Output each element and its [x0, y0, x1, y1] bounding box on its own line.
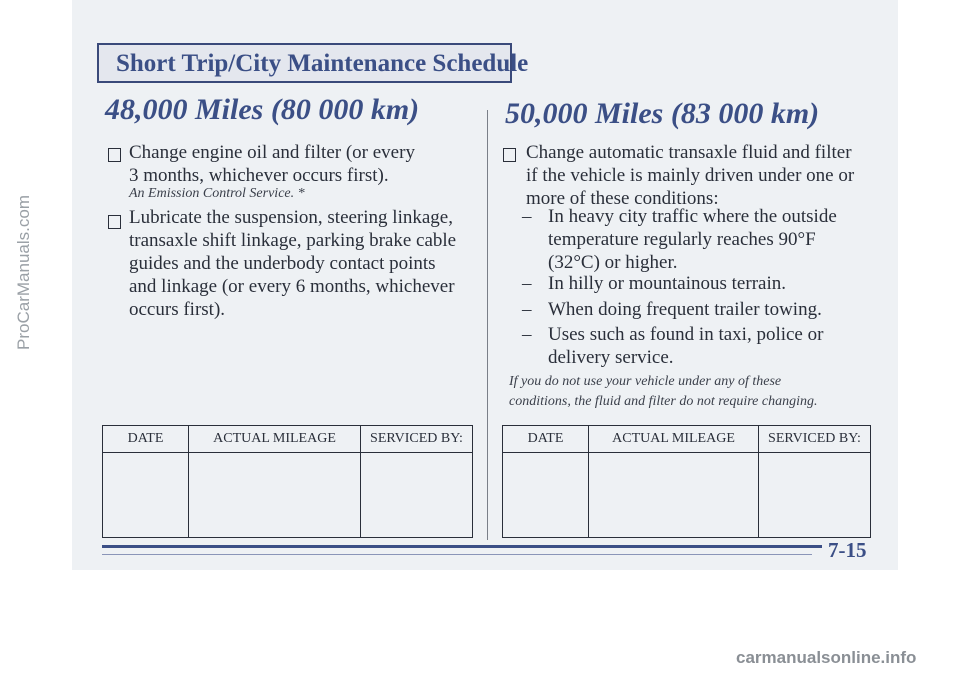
condition-line: In hilly or mountainous terrain. — [548, 273, 786, 294]
date-column-header: DATE — [503, 426, 589, 453]
checkbox-icon[interactable] — [108, 148, 121, 162]
item-line: 3 months, whichever occurs first). — [129, 165, 389, 186]
condition-line: (32°C) or higher. — [548, 252, 678, 273]
footer-rule — [102, 545, 822, 548]
right-service-log-table — [502, 425, 871, 538]
item-line: occurs first). — [129, 299, 226, 320]
condition-item — [522, 272, 786, 295]
left-column-heading: 48,000 Miles (80 000 km) — [105, 93, 420, 126]
section-title: Short Trip/City Maintenance Schedule — [116, 50, 529, 77]
item-line: and linkage (or every 6 months, whichever — [129, 276, 455, 297]
left-service-log-table — [102, 425, 473, 538]
side-watermark: ProCarManuals.com — [14, 195, 33, 350]
item-line: guides and the underbody contact points — [129, 253, 436, 274]
note-line: conditions, the fluid and filter do not require changing. — [509, 394, 818, 409]
serviced-by-column-header: SERVICED BY: — [361, 426, 473, 453]
condition-item — [522, 323, 824, 369]
dash-bullet: – — [522, 324, 532, 345]
item-line: more of these conditions: — [526, 188, 719, 209]
right-item-transaxle — [526, 141, 854, 210]
serviced-by-cell[interactable] — [361, 453, 473, 538]
left-item-oil-change — [129, 141, 415, 187]
mileage-column-header: ACTUAL MILEAGE — [189, 426, 361, 453]
date-cell[interactable] — [103, 453, 189, 538]
column-divider — [487, 110, 488, 540]
condition-line: When doing frequent trailer towing. — [548, 299, 822, 320]
date-cell[interactable] — [503, 453, 589, 538]
item-line: Change engine oil and filter (or every — [129, 142, 415, 163]
condition-item — [522, 298, 822, 321]
condition-line: delivery service. — [548, 347, 674, 368]
item-line: Lubricate the suspension, steering linkage, — [129, 207, 453, 228]
mileage-cell[interactable] — [189, 453, 361, 538]
emission-note: An Emission Control Service. * — [129, 186, 305, 201]
condition-line: In heavy city traffic where the outside — [548, 206, 837, 227]
left-item-lubricate — [129, 206, 456, 321]
item-line: transaxle shift linkage, parking brake cable — [129, 230, 457, 251]
note-line: If you do not use your vehicle under any of these — [509, 374, 782, 389]
date-column-header: DATE — [103, 426, 189, 453]
right-column-heading: 50,000 Miles (83 000 km) — [505, 97, 820, 130]
checkbox-icon[interactable] — [503, 148, 516, 162]
item-line: Change automatic transaxle fluid and filter — [526, 142, 852, 163]
section-header — [97, 43, 529, 83]
condition-line: Uses such as found in taxi, police or — [548, 324, 824, 345]
condition-line: temperature regularly reaches 90°F — [548, 229, 816, 250]
footer-rule-thin — [102, 554, 812, 555]
item-line: if the vehicle is mainly driven under one or — [526, 165, 855, 186]
transaxle-note — [509, 372, 818, 412]
mileage-cell[interactable] — [589, 453, 759, 538]
dash-bullet: – — [522, 206, 532, 227]
serviced-by-column-header: SERVICED BY: — [759, 426, 871, 453]
dash-bullet: – — [522, 299, 532, 320]
checkbox-icon[interactable] — [108, 215, 121, 229]
dash-bullet: – — [522, 273, 532, 294]
bottom-watermark: carmanualsonline.info — [736, 648, 917, 667]
condition-item — [522, 205, 837, 274]
mileage-column-header: ACTUAL MILEAGE — [589, 426, 759, 453]
page-number: 7-15 — [828, 538, 867, 562]
serviced-by-cell[interactable] — [759, 453, 871, 538]
